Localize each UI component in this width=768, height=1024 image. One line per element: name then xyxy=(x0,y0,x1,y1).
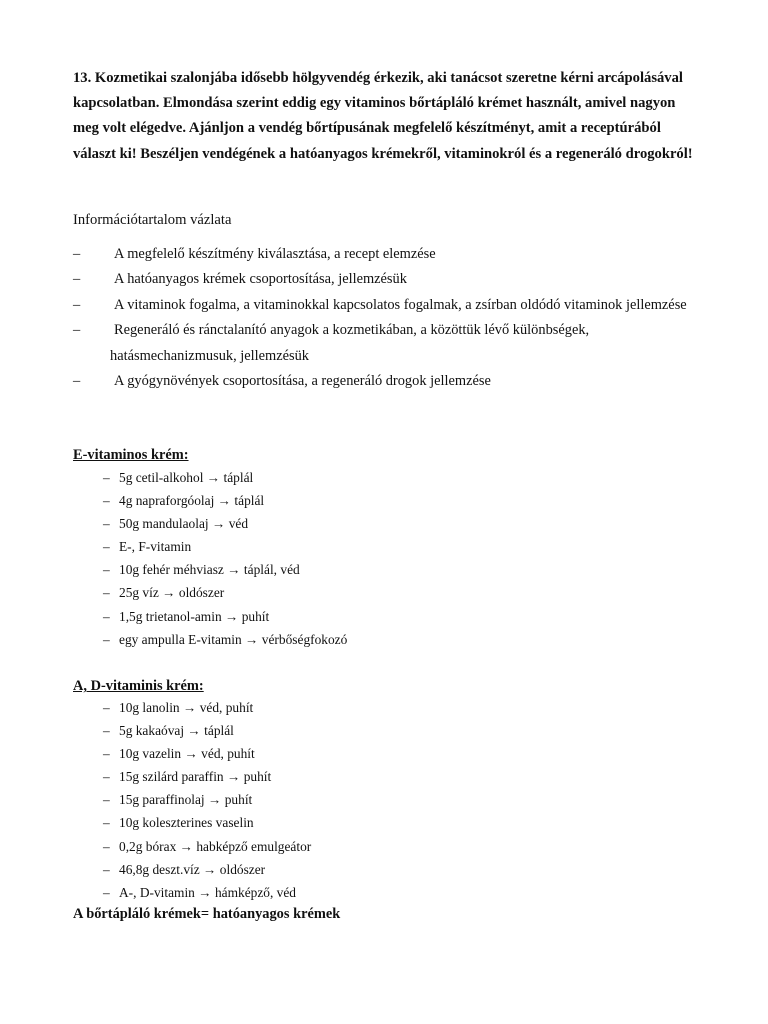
ingredient-item xyxy=(103,788,311,811)
dash-bullet: – xyxy=(103,585,110,601)
outline-item xyxy=(73,318,701,369)
outline-list xyxy=(73,242,701,394)
dash-bullet: – xyxy=(103,769,110,785)
ingredient-text: 5g kakaóvaj → táplál xyxy=(119,723,234,739)
ingredient-item xyxy=(103,858,311,881)
dash-bullet: – xyxy=(73,296,81,313)
dash-bullet: – xyxy=(103,493,110,509)
dash-bullet: – xyxy=(103,815,110,831)
dash-bullet: – xyxy=(103,516,110,532)
dash-bullet: – xyxy=(103,792,110,808)
ingredient-item xyxy=(103,535,347,558)
ingredient-item xyxy=(103,489,347,512)
ingredient-item xyxy=(103,811,311,834)
ingredient-text: 50g mandulaolaj → véd xyxy=(119,516,249,532)
dash-bullet: – xyxy=(73,322,81,339)
dash-bullet: – xyxy=(103,838,110,854)
dash-bullet: – xyxy=(103,562,110,578)
outline-item xyxy=(73,369,701,394)
ingredient-text: 10g lanolin → véd, puhít xyxy=(119,700,254,715)
recipe-ad-ingredient-list xyxy=(103,696,311,904)
ingredient-item xyxy=(103,605,347,628)
dash-bullet: – xyxy=(103,470,110,485)
dash-bullet: – xyxy=(103,861,110,877)
ingredient-text: 0,2g bórax → habképző emulgeátor xyxy=(119,838,312,854)
ingredient-text: 46,8g deszt.víz → oldószer xyxy=(119,861,266,877)
task-paragraph: 13. Kozmetikai szalonjába idősebb hölgyvendég érkezik, aki tanácsot szeretne kérni arcápolásával kapcsolatban. Elmondása szerint eddig egy vitaminos bőrtápláló krémet használt, amivel nagyon meg volt elégedve. Ajánljon a vendég bőrtípusának megfelelő készítményt, amit a receptúrából választ ki! Beszéljen vendégének a hatóanyagos krémekről, vitaminokról és a regeneráló drogokról! xyxy=(73,70,693,162)
ingredient-item xyxy=(103,881,311,904)
outline-item-text: A megfelelő készítmény kiválasztása, a recept elemzése xyxy=(114,246,436,262)
ingredient-item xyxy=(103,719,311,742)
ingredient-item xyxy=(103,558,347,581)
recipe-e-ingredient-list xyxy=(103,466,347,651)
dash-bullet: – xyxy=(103,608,110,624)
ingredient-item xyxy=(103,512,347,535)
ingredient-item xyxy=(103,835,311,858)
dash-bullet: – xyxy=(73,373,81,390)
ingredient-item xyxy=(103,742,311,765)
outline-item xyxy=(73,242,701,267)
outline-item xyxy=(73,267,701,292)
ingredient-text: egy ampulla E-vitamin → vérbőségfokozó xyxy=(119,631,348,647)
dash-bullet: – xyxy=(103,539,110,555)
ingredient-item xyxy=(103,628,347,651)
ingredient-text: 5g cetil-alkohol → táplál xyxy=(119,470,254,485)
ingredient-text: 15g paraffinolaj → puhít xyxy=(119,792,253,808)
ingredient-text: 10g koleszterines vaselin xyxy=(119,815,254,831)
dash-bullet: – xyxy=(73,246,81,262)
ingredient-text: A-, D-vitamin → hámképző, véd xyxy=(119,884,297,900)
outline-item-text: A hatóanyagos krémek csoportosítása, jellemzésük xyxy=(114,271,407,288)
dash-bullet: – xyxy=(103,723,110,739)
ingredient-item xyxy=(103,466,347,489)
recipe-e-title: E-vitaminos krém: xyxy=(73,447,189,463)
ingredient-text: 4g napraforgóolaj → táplál xyxy=(119,493,265,509)
outline-heading: Információtartalom vázlata xyxy=(73,212,232,228)
closing-line: A bőrtápláló krémek= hatóanyagos krémek xyxy=(73,906,341,922)
outline-item-text: A vitaminok fogalma, a vitaminokkal kapcsolatos fogalmak, a zsírban oldódó vitaminok jellemzése xyxy=(114,296,687,313)
dash-bullet: – xyxy=(103,884,110,900)
ingredient-text: 10g vazelin → véd, puhít xyxy=(119,746,255,762)
outline-item xyxy=(73,293,701,318)
dash-bullet: – xyxy=(103,700,110,715)
ingredient-text: 15g szilárd paraffin → puhít xyxy=(119,769,272,785)
ingredient-text: 10g fehér méhviasz → táplál, véd xyxy=(119,562,300,578)
ingredient-item xyxy=(103,765,311,788)
ingredient-text: E-, F-vitamin xyxy=(119,539,192,555)
ingredient-item xyxy=(103,581,347,604)
dash-bullet: – xyxy=(103,631,110,647)
dash-bullet: – xyxy=(73,271,81,288)
recipe-ad-title: A, D-vitaminis krém: xyxy=(73,678,204,694)
dash-bullet: – xyxy=(103,746,110,762)
ingredient-text: 1,5g trietanol-amin → puhít xyxy=(119,608,270,624)
outline-item-text: A gyógynövények csoportosítása, a regeneráló drogok jellemzése xyxy=(114,373,491,390)
outline-item-text: Regeneráló és ránctalanító anyagok a kozmetikában, a közöttük lévő különbségek, hatásmechanizmusuk, jellemzésük xyxy=(110,322,590,364)
ingredient-item xyxy=(103,696,311,719)
ingredient-text: 25g víz → oldószer xyxy=(119,585,225,601)
